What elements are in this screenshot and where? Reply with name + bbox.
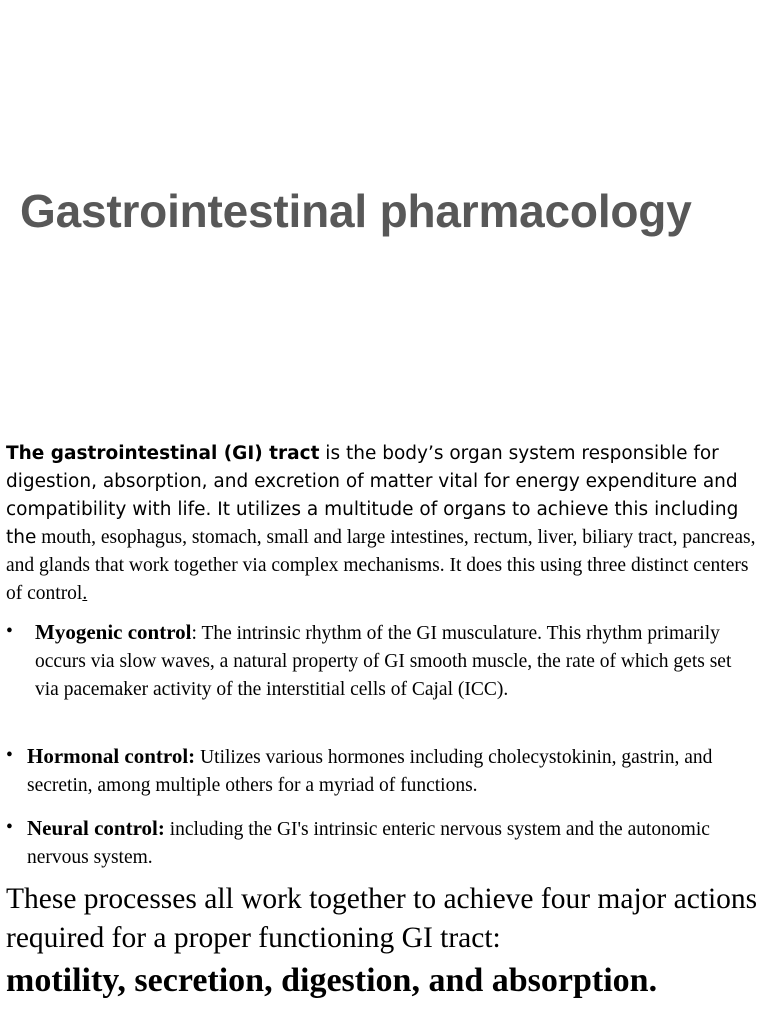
bullet-marker: •	[6, 817, 13, 838]
bullet-marker: •	[6, 621, 13, 642]
bullet-hormonal-control	[6, 742, 756, 800]
bullet-term: Myogenic control	[35, 620, 192, 644]
intro-lead-text: is the body’s organ system responsible for digestion, absorption, and excretion of matter vital for energy expenditure and compatibility with life. It utilizes a multitude of organs to achieve this including the	[6, 443, 739, 548]
bullet-description: : The intrinsic rhythm of the GI musculature. This rhythm primarily occurs via slow waves, a natural property of GI smooth muscle, the rate of which gets set via pacemaker activity of the interstitial cells of Cajal (ICC).	[35, 623, 732, 700]
intro-end-punct: .	[82, 583, 88, 604]
bullet-text	[35, 618, 756, 704]
closing-text: These processes all work together to achieve four major actions required for a proper functioning GI tract:	[6, 883, 758, 954]
intro-term: The gastrointestinal (GI) tract	[6, 443, 320, 464]
bullet-text	[27, 814, 756, 872]
bullet-marker: •	[6, 745, 13, 766]
bullet-myogenic-control	[6, 618, 756, 704]
closing-paragraph	[6, 880, 766, 1004]
bullet-description: Utilizes various hormones including cholecystokinin, gastrin, and secretin, among multiple others for a myriad of functions.	[27, 747, 713, 796]
bullet-neural-control	[6, 814, 756, 872]
bullet-text	[27, 742, 756, 800]
intro-paragraph	[6, 440, 758, 608]
bullet-term: Neural control:	[27, 816, 165, 840]
page-title: Gastrointestinal pharmacology	[20, 185, 692, 237]
bullet-description: including the GI's intrinsic enteric nervous system and the autonomic nervous system.	[27, 819, 710, 868]
key-actions: motility, secretion, digestion, and absorption.	[6, 962, 658, 999]
intro-rest-text: mouth, esophagus, stomach, small and large intestines, rectum, liver, biliary tract, pancreas, and glands that work together via complex mechanisms. It does this using three distinct centers of control	[6, 527, 756, 604]
bullet-term: Hormonal control:	[27, 744, 196, 768]
